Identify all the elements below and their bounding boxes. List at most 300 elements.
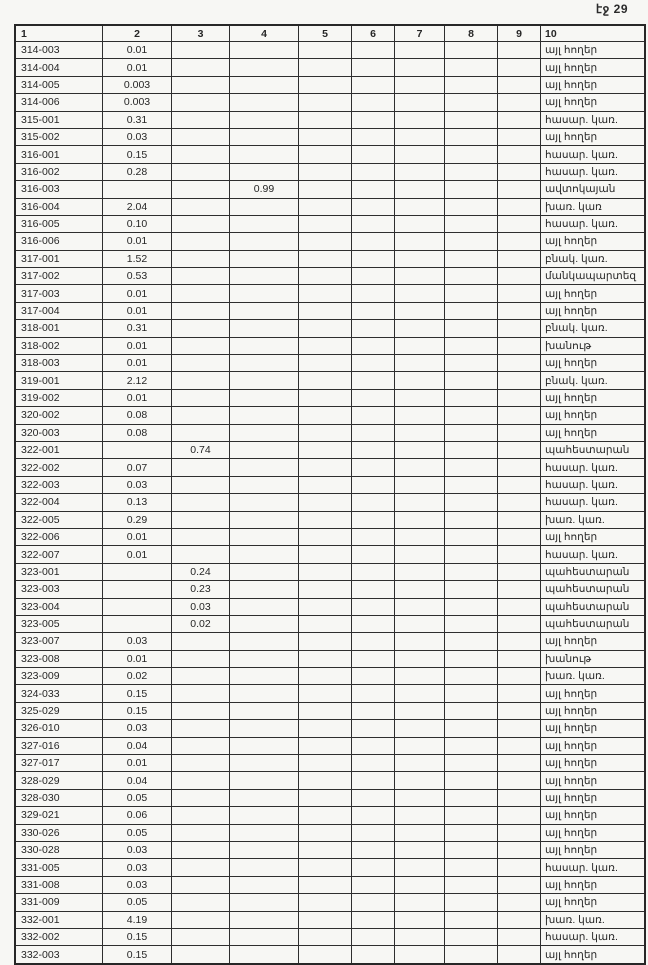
table-row	[15, 946, 645, 964]
value-cell	[498, 720, 541, 737]
land-use-cell: բնակ. կառ.	[541, 250, 646, 267]
value-cell	[299, 511, 352, 528]
value-cell	[230, 633, 299, 650]
value-cell	[352, 581, 395, 598]
value-cell	[230, 563, 299, 580]
land-use-cell: այլ հողեր	[541, 824, 646, 841]
parcel-code-cell: 322-007	[15, 546, 103, 563]
land-use-cell: այլ հողեր	[541, 128, 646, 145]
value-cell	[230, 76, 299, 93]
value-cell	[299, 615, 352, 632]
value-cell	[395, 737, 445, 754]
table-row	[15, 581, 645, 598]
value-cell	[445, 355, 498, 372]
parcel-code-cell: 323-004	[15, 598, 103, 615]
value-cell: 0.15	[103, 702, 172, 719]
value-cell	[498, 198, 541, 215]
value-cell: 0.01	[103, 389, 172, 406]
value-cell: 0.01	[103, 337, 172, 354]
value-cell	[172, 841, 230, 858]
parcel-code-cell: 315-001	[15, 111, 103, 128]
value-cell	[395, 563, 445, 580]
value-cell	[498, 268, 541, 285]
value-cell	[445, 42, 498, 59]
value-cell	[352, 441, 395, 458]
value-cell	[230, 59, 299, 76]
value-cell	[299, 268, 352, 285]
value-cell	[445, 633, 498, 650]
land-use-cell: հասար. կառ.	[541, 111, 646, 128]
value-cell	[395, 581, 445, 598]
value-cell: 0.99	[230, 181, 299, 198]
table-row	[15, 911, 645, 928]
value-cell: 0.01	[103, 233, 172, 250]
table-row	[15, 876, 645, 893]
value-cell	[230, 511, 299, 528]
table-row	[15, 528, 645, 545]
value-cell	[172, 268, 230, 285]
value-cell: 0.15	[103, 946, 172, 964]
value-cell	[445, 163, 498, 180]
value-cell	[498, 302, 541, 319]
value-cell	[445, 146, 498, 163]
value-cell	[352, 824, 395, 841]
value-cell	[395, 111, 445, 128]
value-cell: 0.08	[103, 407, 172, 424]
value-cell	[352, 807, 395, 824]
value-cell	[445, 737, 498, 754]
value-cell	[299, 772, 352, 789]
land-use-cell: այլ հողեր	[541, 841, 646, 858]
table-row	[15, 859, 645, 876]
value-cell: 0.31	[103, 111, 172, 128]
value-cell	[352, 789, 395, 806]
header-row	[15, 25, 645, 42]
value-cell	[445, 320, 498, 337]
value-cell	[172, 42, 230, 59]
table-row	[15, 737, 645, 754]
parcel-code-cell: 325-029	[15, 702, 103, 719]
table-row	[15, 685, 645, 702]
value-cell	[230, 824, 299, 841]
value-cell	[445, 476, 498, 493]
parcel-code-cell: 316-005	[15, 215, 103, 232]
value-cell	[299, 302, 352, 319]
value-cell	[352, 76, 395, 93]
value-cell	[445, 215, 498, 232]
table-row	[15, 928, 645, 945]
land-use-cell: այլ հողեր	[541, 807, 646, 824]
table-row	[15, 320, 645, 337]
value-cell	[172, 737, 230, 754]
value-cell	[395, 302, 445, 319]
column-header: 9	[498, 25, 541, 42]
table-row	[15, 250, 645, 267]
land-use-cell: պահեստարան	[541, 563, 646, 580]
parcel-code-cell: 326-010	[15, 720, 103, 737]
parcel-code-cell: 331-005	[15, 859, 103, 876]
value-cell	[395, 911, 445, 928]
parcel-code-cell: 322-006	[15, 528, 103, 545]
value-cell	[498, 285, 541, 302]
value-cell	[172, 859, 230, 876]
value-cell	[498, 320, 541, 337]
land-use-cell: հասար. կառ.	[541, 928, 646, 945]
value-cell	[230, 441, 299, 458]
value-cell	[445, 302, 498, 319]
value-cell	[395, 894, 445, 911]
value-cell	[299, 476, 352, 493]
value-cell	[445, 424, 498, 441]
value-cell	[395, 76, 445, 93]
value-cell	[352, 841, 395, 858]
value-cell	[230, 668, 299, 685]
value-cell	[395, 685, 445, 702]
value-cell: 0.03	[103, 720, 172, 737]
value-cell	[395, 789, 445, 806]
value-cell	[395, 650, 445, 667]
value-cell	[498, 859, 541, 876]
value-cell	[299, 389, 352, 406]
value-cell	[299, 894, 352, 911]
land-use-cell: խանութ	[541, 337, 646, 354]
value-cell	[498, 372, 541, 389]
land-use-cell: այլ հողեր	[541, 633, 646, 650]
parcel-code-cell: 322-002	[15, 459, 103, 476]
value-cell	[299, 928, 352, 945]
value-cell	[395, 928, 445, 945]
table-row	[15, 389, 645, 406]
value-cell	[299, 668, 352, 685]
value-cell	[172, 250, 230, 267]
value-cell	[445, 76, 498, 93]
value-cell	[498, 824, 541, 841]
value-cell	[395, 163, 445, 180]
land-parcel-table	[14, 24, 646, 965]
value-cell	[395, 668, 445, 685]
value-cell: 0.07	[103, 459, 172, 476]
table-row	[15, 198, 645, 215]
value-cell	[395, 511, 445, 528]
table-row	[15, 94, 645, 111]
land-use-cell: այլ հողեր	[541, 355, 646, 372]
value-cell	[230, 355, 299, 372]
value-cell	[230, 389, 299, 406]
value-cell: 0.31	[103, 320, 172, 337]
table-row	[15, 441, 645, 458]
parcel-code-cell: 328-029	[15, 772, 103, 789]
table-row	[15, 824, 645, 841]
value-cell: 0.74	[172, 441, 230, 458]
value-cell: 0.01	[103, 285, 172, 302]
value-cell	[299, 702, 352, 719]
value-cell: 0.05	[103, 894, 172, 911]
value-cell	[103, 441, 172, 458]
land-use-cell: խառ. կառ.	[541, 911, 646, 928]
value-cell	[445, 407, 498, 424]
value-cell	[395, 268, 445, 285]
value-cell	[230, 268, 299, 285]
value-cell	[230, 911, 299, 928]
value-cell	[352, 250, 395, 267]
value-cell	[498, 59, 541, 76]
value-cell	[230, 459, 299, 476]
value-cell	[230, 494, 299, 511]
land-use-cell: այլ հողեր	[541, 894, 646, 911]
value-cell	[230, 111, 299, 128]
table-row	[15, 337, 645, 354]
value-cell	[103, 581, 172, 598]
value-cell	[352, 320, 395, 337]
value-cell	[299, 372, 352, 389]
column-header: 3	[172, 25, 230, 42]
land-use-cell: պահեստարան	[541, 615, 646, 632]
land-use-cell: այլ հողեր	[541, 233, 646, 250]
value-cell	[352, 720, 395, 737]
value-cell	[352, 928, 395, 945]
value-cell	[445, 720, 498, 737]
value-cell: 0.05	[103, 789, 172, 806]
value-cell: 0.02	[103, 668, 172, 685]
value-cell	[230, 94, 299, 111]
parcel-code-cell: 316-001	[15, 146, 103, 163]
value-cell	[445, 668, 498, 685]
parcel-code-cell: 318-001	[15, 320, 103, 337]
value-cell	[230, 946, 299, 964]
value-cell	[352, 633, 395, 650]
value-cell	[172, 215, 230, 232]
land-use-cell: այլ հողեր	[541, 42, 646, 59]
value-cell: 0.13	[103, 494, 172, 511]
table-row	[15, 894, 645, 911]
value-cell	[299, 459, 352, 476]
value-cell	[299, 737, 352, 754]
column-header: 10	[541, 25, 646, 42]
value-cell	[445, 807, 498, 824]
value-cell: 0.03	[103, 476, 172, 493]
value-cell	[395, 94, 445, 111]
value-cell	[498, 476, 541, 493]
value-cell	[352, 615, 395, 632]
value-cell	[395, 337, 445, 354]
value-cell	[230, 702, 299, 719]
value-cell	[498, 407, 541, 424]
table-row	[15, 615, 645, 632]
value-cell	[230, 650, 299, 667]
parcel-code-cell: 330-026	[15, 824, 103, 841]
value-cell	[498, 702, 541, 719]
value-cell	[299, 633, 352, 650]
value-cell	[445, 111, 498, 128]
value-cell	[299, 946, 352, 964]
value-cell	[352, 215, 395, 232]
parcel-code-cell: 318-002	[15, 337, 103, 354]
value-cell	[352, 737, 395, 754]
value-cell	[498, 459, 541, 476]
value-cell	[445, 285, 498, 302]
value-cell	[395, 42, 445, 59]
value-cell	[103, 181, 172, 198]
value-cell	[299, 146, 352, 163]
table-row	[15, 807, 645, 824]
value-cell	[352, 859, 395, 876]
value-cell	[395, 546, 445, 563]
value-cell	[498, 737, 541, 754]
value-cell	[172, 285, 230, 302]
parcel-code-cell: 332-003	[15, 946, 103, 964]
table-row	[15, 59, 645, 76]
land-use-cell: այլ հողեր	[541, 755, 646, 772]
value-cell	[445, 894, 498, 911]
value-cell	[498, 894, 541, 911]
value-cell	[299, 720, 352, 737]
value-cell	[395, 824, 445, 841]
value-cell	[172, 94, 230, 111]
value-cell	[352, 302, 395, 319]
value-cell	[498, 615, 541, 632]
value-cell	[445, 59, 498, 76]
value-cell	[445, 528, 498, 545]
value-cell	[230, 755, 299, 772]
table-row	[15, 755, 645, 772]
value-cell	[445, 702, 498, 719]
value-cell	[395, 755, 445, 772]
value-cell	[172, 355, 230, 372]
value-cell	[352, 181, 395, 198]
value-cell	[498, 146, 541, 163]
value-cell	[299, 76, 352, 93]
table-row	[15, 42, 645, 59]
value-cell	[299, 841, 352, 858]
parcel-code-cell: 328-030	[15, 789, 103, 806]
value-cell: 1.52	[103, 250, 172, 267]
value-cell	[352, 563, 395, 580]
value-cell: 0.53	[103, 268, 172, 285]
value-cell	[230, 807, 299, 824]
value-cell	[352, 128, 395, 145]
table-row	[15, 511, 645, 528]
value-cell	[299, 424, 352, 441]
value-cell	[352, 389, 395, 406]
value-cell	[352, 111, 395, 128]
value-cell	[395, 841, 445, 858]
value-cell	[498, 789, 541, 806]
value-cell	[230, 320, 299, 337]
value-cell	[299, 407, 352, 424]
land-use-cell: խառ. կառ.	[541, 668, 646, 685]
value-cell	[299, 128, 352, 145]
table-row	[15, 633, 645, 650]
table-row	[15, 702, 645, 719]
value-cell	[445, 789, 498, 806]
table-row	[15, 789, 645, 806]
table-row	[15, 407, 645, 424]
value-cell	[445, 372, 498, 389]
table-row	[15, 355, 645, 372]
value-cell	[172, 459, 230, 476]
parcel-code-cell: 322-003	[15, 476, 103, 493]
value-cell	[230, 198, 299, 215]
value-cell	[395, 181, 445, 198]
value-cell	[445, 546, 498, 563]
value-cell	[172, 720, 230, 737]
value-cell	[445, 928, 498, 945]
column-header: 5	[299, 25, 352, 42]
value-cell	[445, 755, 498, 772]
value-cell	[230, 841, 299, 858]
value-cell	[498, 215, 541, 232]
parcel-code-cell: 324-033	[15, 685, 103, 702]
value-cell	[299, 650, 352, 667]
value-cell	[445, 337, 498, 354]
value-cell: 0.06	[103, 807, 172, 824]
value-cell	[352, 268, 395, 285]
value-cell	[395, 441, 445, 458]
value-cell	[445, 841, 498, 858]
value-cell	[172, 528, 230, 545]
value-cell	[352, 94, 395, 111]
value-cell: 0.15	[103, 685, 172, 702]
value-cell	[395, 320, 445, 337]
value-cell	[445, 128, 498, 145]
column-header: 6	[352, 25, 395, 42]
value-cell	[230, 598, 299, 615]
value-cell	[299, 755, 352, 772]
parcel-code-cell: 323-008	[15, 650, 103, 667]
value-cell	[498, 581, 541, 598]
value-cell	[498, 755, 541, 772]
land-use-cell: այլ հողեր	[541, 94, 646, 111]
value-cell	[352, 494, 395, 511]
value-cell: 0.04	[103, 737, 172, 754]
value-cell	[352, 772, 395, 789]
value-cell	[352, 424, 395, 441]
value-cell	[172, 476, 230, 493]
value-cell	[352, 476, 395, 493]
value-cell	[299, 163, 352, 180]
parcel-code-cell: 323-003	[15, 581, 103, 598]
value-cell	[299, 494, 352, 511]
table-row	[15, 215, 645, 232]
value-cell	[299, 911, 352, 928]
value-cell	[299, 285, 352, 302]
value-cell	[230, 372, 299, 389]
value-cell	[395, 476, 445, 493]
value-cell	[103, 615, 172, 632]
value-cell	[395, 424, 445, 441]
land-use-cell: այլ հողեր	[541, 424, 646, 441]
value-cell	[395, 372, 445, 389]
value-cell	[498, 841, 541, 858]
land-use-cell: հասար. կառ.	[541, 163, 646, 180]
value-cell	[395, 389, 445, 406]
value-cell	[299, 789, 352, 806]
value-cell	[103, 598, 172, 615]
value-cell	[445, 876, 498, 893]
value-cell	[395, 876, 445, 893]
value-cell: 0.28	[103, 163, 172, 180]
value-cell	[230, 737, 299, 754]
value-cell	[498, 563, 541, 580]
value-cell	[498, 928, 541, 945]
land-use-cell: մանկապարտեզ	[541, 268, 646, 285]
parcel-code-cell: 319-002	[15, 389, 103, 406]
value-cell: 0.05	[103, 824, 172, 841]
value-cell: 0.003	[103, 94, 172, 111]
value-cell	[172, 59, 230, 76]
parcel-code-cell: 317-004	[15, 302, 103, 319]
value-cell	[230, 476, 299, 493]
